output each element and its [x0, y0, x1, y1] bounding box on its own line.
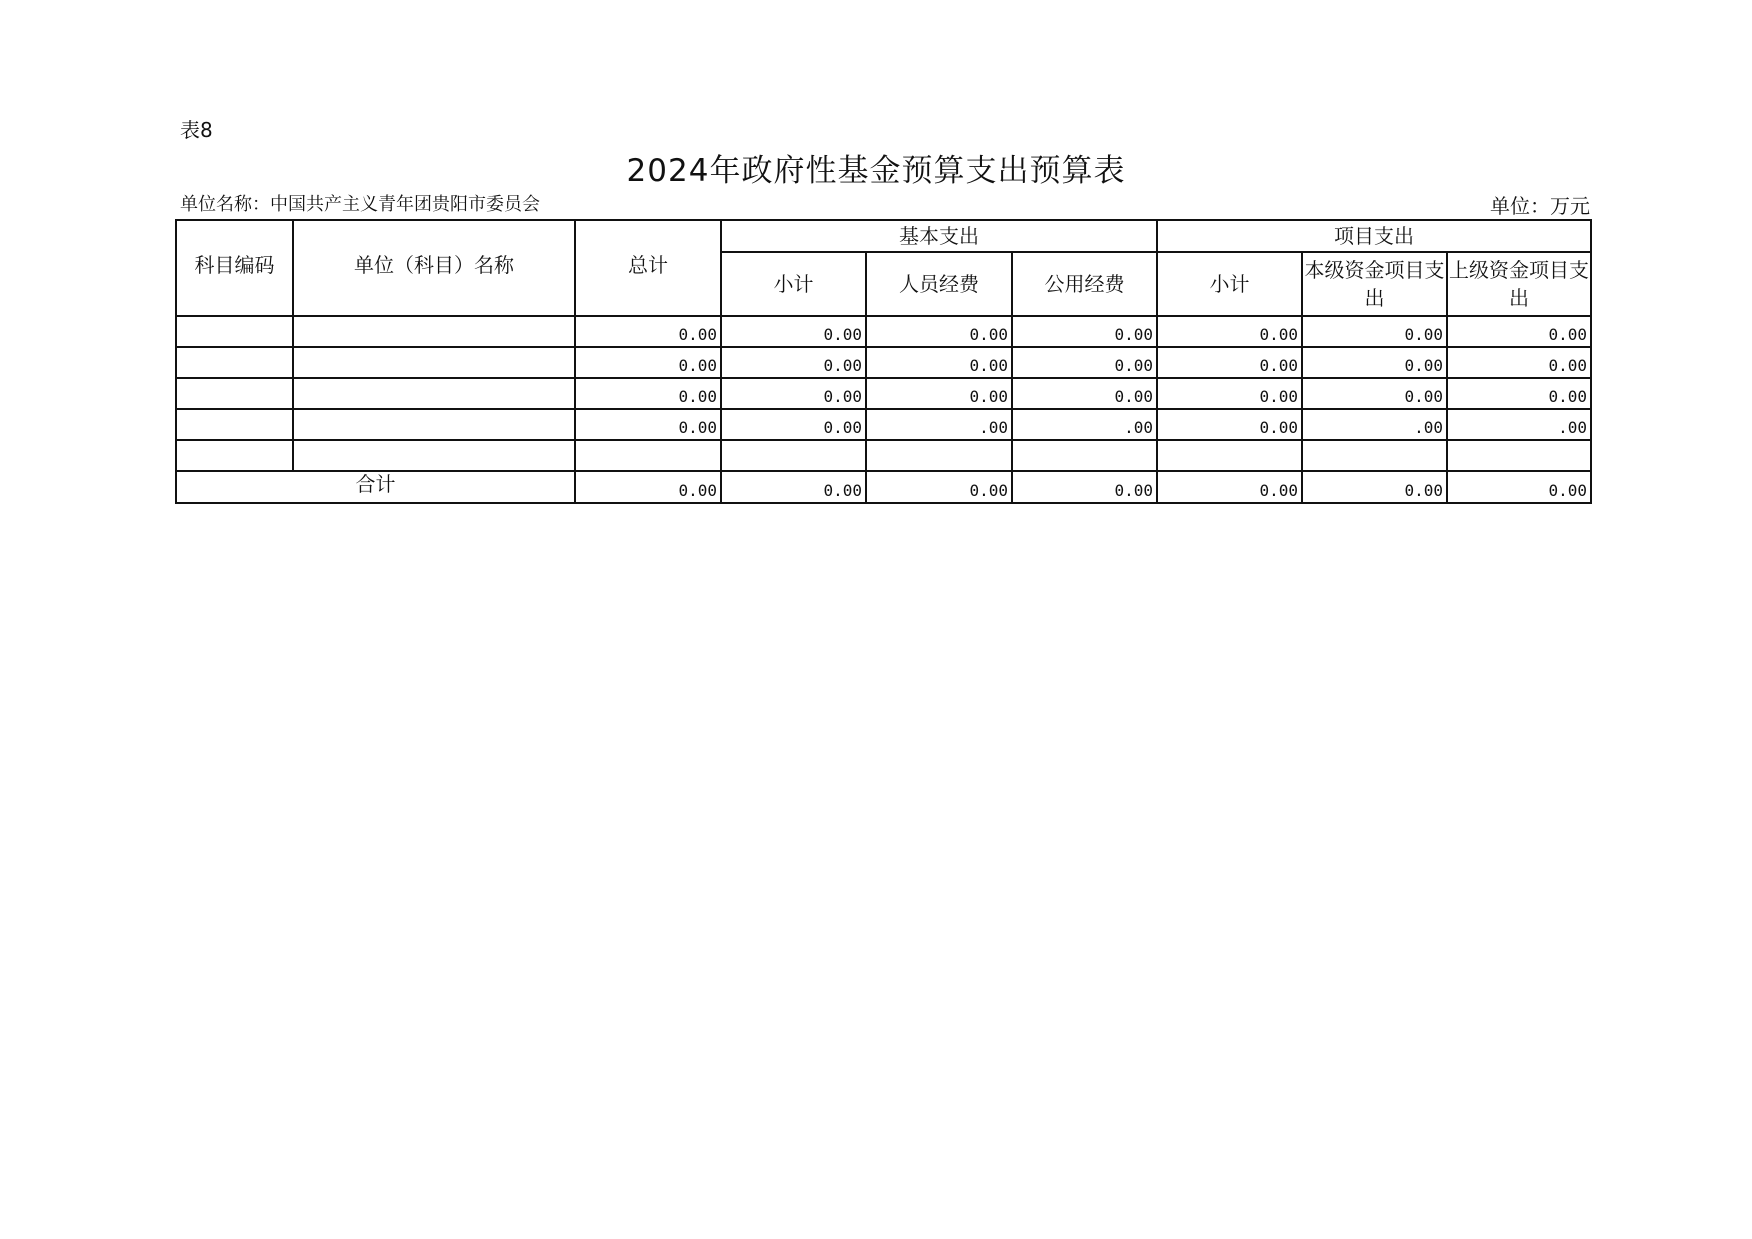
header-code: 科目编码 — [176, 220, 293, 316]
currency-unit: 单位：万元 — [1490, 194, 1590, 218]
table-row — [176, 378, 1591, 409]
organization-name: 单位名称：中国共产主义青年团贵阳市委员会 — [180, 194, 540, 215]
total-row — [176, 471, 1591, 503]
cell-total: 0.00 — [575, 409, 721, 440]
cell-total — [575, 440, 721, 471]
total-basic-subtotal: 0.00 — [721, 471, 866, 503]
header-basic-expenditure: 基本支出 — [721, 220, 1157, 252]
cell-upper-project: 0.00 — [1447, 316, 1591, 347]
cell-personnel: .00 — [866, 409, 1012, 440]
cell-basic-subtotal — [721, 440, 866, 471]
cell-public: .00 — [1012, 409, 1157, 440]
cell-project-subtotal — [1157, 440, 1302, 471]
cell-upper-project: .00 — [1447, 409, 1591, 440]
table-number-label: 表8 — [180, 118, 213, 142]
cell-basic-subtotal: 0.00 — [721, 316, 866, 347]
cell-local-project: 0.00 — [1302, 316, 1447, 347]
table-row — [176, 409, 1591, 440]
cell-total: 0.00 — [575, 316, 721, 347]
header-name: 单位（科目）名称 — [293, 220, 575, 316]
cell-public: 0.00 — [1012, 316, 1157, 347]
cell-basic-subtotal: 0.00 — [721, 378, 866, 409]
page-title: 2024年政府性基金预算支出预算表 — [626, 153, 1126, 189]
total-total: 0.00 — [575, 471, 721, 503]
row-code — [176, 316, 293, 347]
cell-project-subtotal: 0.00 — [1157, 316, 1302, 347]
cell-local-project — [1302, 440, 1447, 471]
header-public: 公用经费 — [1012, 252, 1157, 316]
total-upper-project: 0.00 — [1447, 471, 1591, 503]
total-personnel: 0.00 — [866, 471, 1012, 503]
row-name — [293, 409, 575, 440]
header-personnel: 人员经费 — [866, 252, 1012, 316]
cell-upper-project: 0.00 — [1447, 378, 1591, 409]
header-local-project: 本级资金项目支出 — [1302, 252, 1447, 316]
cell-personnel — [866, 440, 1012, 471]
cell-personnel: 0.00 — [866, 378, 1012, 409]
row-code — [176, 409, 293, 440]
row-name — [293, 378, 575, 409]
row-name — [293, 440, 575, 471]
cell-public: 0.00 — [1012, 378, 1157, 409]
row-name — [293, 347, 575, 378]
table-row — [176, 347, 1591, 378]
cell-project-subtotal: 0.00 — [1157, 409, 1302, 440]
header-project-expenditure: 项目支出 — [1157, 220, 1591, 252]
header-basic-subtotal: 小计 — [721, 252, 866, 316]
row-code — [176, 440, 293, 471]
cell-local-project: 0.00 — [1302, 378, 1447, 409]
cell-local-project: 0.00 — [1302, 347, 1447, 378]
header-total: 总计 — [575, 220, 721, 316]
header-upper-project: 上级资金项目支出 — [1447, 252, 1591, 316]
row-code — [176, 378, 293, 409]
table-row — [176, 316, 1591, 347]
cell-local-project: .00 — [1302, 409, 1447, 440]
cell-project-subtotal: 0.00 — [1157, 347, 1302, 378]
row-code — [176, 347, 293, 378]
cell-total: 0.00 — [575, 378, 721, 409]
total-label: 合计 — [176, 471, 575, 503]
cell-public: 0.00 — [1012, 347, 1157, 378]
table-row — [176, 440, 1591, 471]
cell-total: 0.00 — [575, 347, 721, 378]
cell-personnel: 0.00 — [866, 347, 1012, 378]
total-local-project: 0.00 — [1302, 471, 1447, 503]
row-name — [293, 316, 575, 347]
cell-basic-subtotal: 0.00 — [721, 409, 866, 440]
cell-personnel: 0.00 — [866, 316, 1012, 347]
cell-upper-project — [1447, 440, 1591, 471]
budget-table — [175, 219, 1592, 504]
total-project-subtotal: 0.00 — [1157, 471, 1302, 503]
cell-public — [1012, 440, 1157, 471]
cell-basic-subtotal: 0.00 — [721, 347, 866, 378]
cell-upper-project: 0.00 — [1447, 347, 1591, 378]
total-public: 0.00 — [1012, 471, 1157, 503]
cell-project-subtotal: 0.00 — [1157, 378, 1302, 409]
header-project-subtotal: 小计 — [1157, 252, 1302, 316]
